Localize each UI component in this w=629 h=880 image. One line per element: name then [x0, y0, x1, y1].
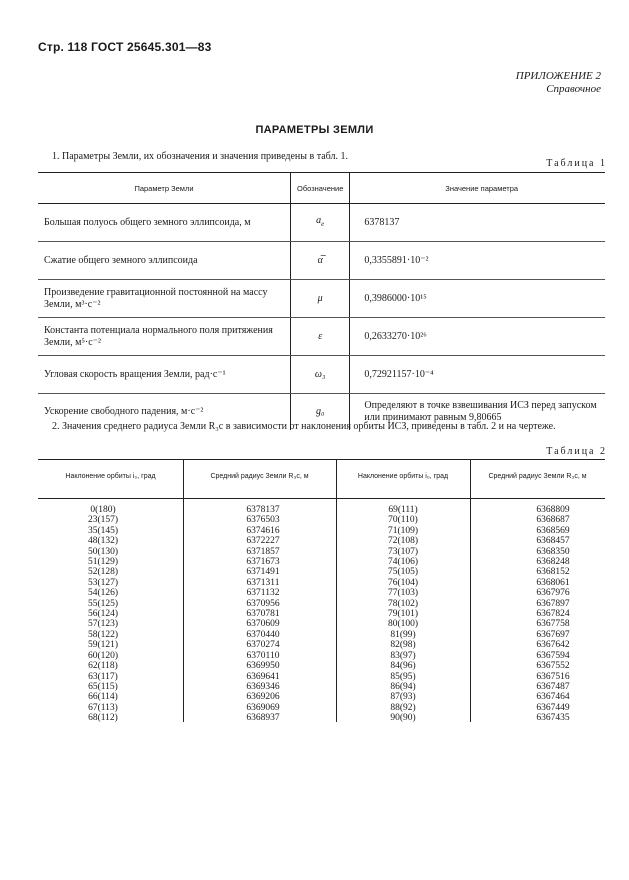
table1-number: 1 [600, 158, 605, 169]
appendix-block [516, 70, 601, 96]
table-cell: 54(126) [87, 588, 119, 599]
table2-label-text: Таблица [546, 446, 596, 457]
table-cell: 6371132 [246, 588, 280, 599]
param-name: Сжатие общего земного эллипсоида [38, 242, 291, 280]
table-cell: 59(121) [87, 640, 119, 651]
table-cell: 65(115) [88, 681, 118, 692]
table-cell: 87(93) [390, 692, 416, 703]
appendix-title: ПРИЛОЖЕНИЕ 2 [515, 70, 601, 82]
table-cell: 63(117) [88, 671, 118, 682]
table-cell: 60(120) [87, 650, 119, 661]
table-cell: 6378137 [246, 505, 280, 515]
table-cell: 6367976 [536, 588, 570, 599]
table-row [38, 318, 605, 356]
table-cell: 6368569 [536, 525, 570, 536]
appendix-subtitle: Справочное [546, 83, 601, 95]
table-cell: 6368248 [536, 557, 570, 568]
table-cell: 70(110) [388, 515, 418, 526]
table-cell: 68(112) [88, 713, 118, 724]
table2-header-incl-left: Наклонение орбиты i₀, град [65, 473, 156, 480]
table-cell: 81(99) [390, 629, 416, 640]
table-cell: 0(180) [90, 505, 116, 515]
table-cell: 72(108) [387, 536, 419, 547]
table-cell: 76(104) [387, 577, 419, 588]
table-cell: 82(98) [390, 640, 416, 651]
param-symbol: ε [291, 318, 350, 356]
earth-parameters-table [38, 172, 605, 430]
table-cell: 6368350 [536, 546, 570, 557]
table1-header-param: Параметр Земли [38, 173, 291, 204]
page-header: Стр. 118 ГОСТ 25645.301—83 [38, 40, 212, 54]
table-cell: 6372227 [246, 536, 280, 547]
document-title: ПАРАМЕТРЫ ЗЕМЛИ [255, 124, 374, 136]
param-symbol: $a_e$ [291, 204, 350, 242]
table2-header-incl-right: Наклонение орбиты i₀, град [357, 473, 449, 480]
table-cell: 6376503 [246, 515, 280, 526]
table-cell: 48(132) [87, 536, 119, 547]
table-cell: 6371311 [246, 577, 280, 588]
table-cell: 69(111) [388, 505, 418, 515]
table-cell: 6369206 [246, 692, 280, 703]
param-name: Произведение гравитационной постоянной на массу Земли, м³·с⁻² [38, 280, 291, 318]
table-cell: 6370609 [246, 619, 280, 630]
table-cell: 6367897 [536, 598, 570, 609]
table-cell: 6367824 [536, 609, 570, 620]
paragraph-1: 1. Параметры Земли, их обозначения и значения приведены в табл. 1. [52, 151, 348, 162]
table-cell: 6367642 [536, 640, 570, 651]
table-cell: 77(103) [387, 588, 419, 599]
table2-column-divider [470, 460, 471, 722]
param-symbol: ω₃ [291, 356, 350, 394]
radius-left-column [228, 505, 298, 724]
table-cell: 6367758 [536, 619, 570, 630]
param-value: 6378137 [350, 204, 605, 242]
param-value: Определяют в точке взвешивания ИСЗ перед запуском или принимают равным 9,80665 [364, 400, 597, 423]
table-row [38, 242, 605, 280]
table1-header-value: Значение параметра [350, 173, 605, 204]
table1-label [546, 158, 605, 169]
table-cell: 90(90) [390, 713, 416, 724]
table-cell: 84(96) [390, 661, 416, 672]
table-cell: 6371673 [246, 557, 280, 568]
table-cell: 67(113) [88, 702, 118, 713]
table1-label-text: Таблица [546, 158, 596, 169]
table-cell: 56(124) [87, 609, 119, 620]
table-cell: 6368061 [536, 577, 570, 588]
table-cell: 83(97) [390, 650, 416, 661]
param-name: Константа потенциала нормального поля притяжения Земли, м⁵·с⁻² [38, 318, 291, 356]
table-cell: 66(114) [88, 692, 118, 703]
param-symbol: g₀ [291, 394, 350, 431]
table-cell: 6367464 [536, 692, 570, 703]
table-cell: 6369641 [246, 671, 280, 682]
table-cell: 6369346 [246, 681, 280, 692]
table-cell: 6371857 [246, 546, 280, 557]
table-cell: 6368809 [536, 505, 570, 515]
table-cell: 23(157) [87, 515, 119, 526]
table-cell: 6370440 [246, 629, 280, 640]
table-cell: 6370781 [246, 609, 280, 620]
table-cell: 6367697 [536, 629, 570, 640]
param-symbol: α̅ [291, 242, 350, 280]
table2-column-divider [336, 460, 337, 722]
table2-label [546, 446, 605, 457]
table-cell: 62(118) [88, 661, 118, 672]
table-cell: 6367552 [536, 661, 570, 672]
table-cell: 75(105) [387, 567, 419, 578]
table-cell: 50(130) [87, 546, 119, 557]
table-cell: 6370110 [246, 650, 280, 661]
table-cell: 6371491 [246, 567, 280, 578]
param-value: 0,3986000·10¹⁵ [350, 280, 605, 318]
table-cell: 6368687 [536, 515, 570, 526]
table2-column-divider [183, 460, 184, 722]
table-cell: 6370274 [246, 640, 280, 651]
table-cell: 6367449 [536, 702, 570, 713]
param-name: Ускорение свободного падения, м·с⁻² [38, 394, 291, 431]
table-cell: 6369950 [246, 661, 280, 672]
table-cell: 55(125) [87, 598, 119, 609]
table-cell: 57(123) [87, 619, 119, 630]
table-cell: 6368457 [536, 536, 570, 547]
table-cell: 85(95) [390, 671, 416, 682]
table-cell: 6369069 [246, 702, 280, 713]
table-cell: 86(94) [390, 681, 416, 692]
mean-radius-table [38, 459, 605, 722]
table-cell: 6367594 [536, 650, 570, 661]
table-cell: 74(106) [387, 557, 419, 568]
table-cell: 58(122) [87, 629, 119, 640]
table-cell: 6370956 [246, 598, 280, 609]
param-value: 0,3355891·10⁻² [350, 242, 605, 280]
table-cell: 6374616 [246, 525, 280, 536]
table-cell: 71(109) [387, 525, 419, 536]
param-name: Угловая скорость вращения Земли, рад·с⁻¹ [38, 356, 291, 394]
radius-right-column [518, 505, 588, 724]
table-cell: 52(128) [87, 567, 119, 578]
table-cell: 35(145) [87, 525, 119, 536]
table-row [38, 204, 605, 242]
table2-header-radius-right: Средний радиус Земли R₃с, м [488, 473, 587, 480]
incl-left-column [68, 505, 138, 724]
table-cell: 78(102) [387, 598, 419, 609]
table-cell: 6368937 [246, 713, 280, 724]
table-cell: 6367487 [536, 681, 570, 692]
table2-header-radius-left: Средний радиус Земли R₃с, м [210, 473, 309, 480]
paragraph-2: 2. Значения среднего радиуса Земли R₃с в зависимости от наклонения орбиты ИСЗ, приведены в табл. 2 и на чертеже. [52, 421, 556, 432]
table2-header-divider [38, 498, 605, 499]
param-value: 0,2633270·10²⁶ [350, 318, 605, 356]
param-symbol: μ [291, 280, 350, 318]
table-row [38, 356, 605, 394]
table2-number: 2 [600, 446, 605, 457]
table-cell: 80(100) [387, 619, 419, 630]
table-cell: 79(101) [387, 609, 419, 620]
table-cell: 53(127) [87, 577, 119, 588]
param-value: 0,72921157·10⁻⁴ [350, 356, 605, 394]
table-cell: 51(129) [87, 557, 119, 568]
table-cell: 6368152 [536, 567, 570, 578]
incl-right-column [368, 505, 438, 724]
table-cell: 88(92) [390, 702, 416, 713]
table-row [38, 280, 605, 318]
table-cell: 6367516 [536, 671, 570, 682]
param-name: Большая полуось общего земного эллипсоида, м [38, 204, 291, 242]
table-cell: 6367435 [536, 713, 570, 724]
table-cell: 73(107) [387, 546, 419, 557]
table1-header-symbol: Обозначение [291, 173, 350, 204]
